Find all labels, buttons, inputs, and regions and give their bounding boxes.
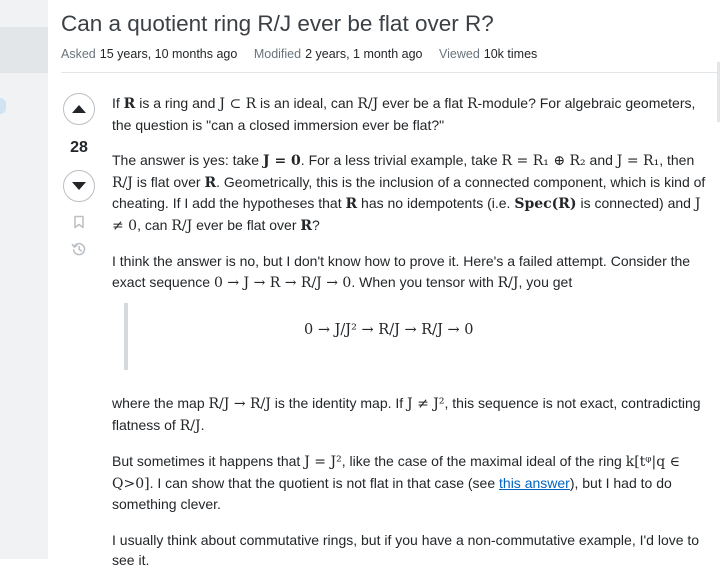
text: is connected) and	[576, 195, 695, 211]
upvote-icon	[72, 105, 86, 113]
text: and	[585, 152, 617, 168]
text: , like the case of the maximal ideal of the ring	[341, 453, 626, 469]
math: R/J	[112, 174, 133, 191]
body-paragraph-6: I usually think about commutative rings, but if you have a non-commutative example, I'd love to see it.	[112, 531, 700, 568]
question-title[interactable]: Can a quotient ring R/J ever be flat over R?	[61, 11, 494, 36]
text: . For a less trivial example, take	[300, 152, 502, 168]
text: is an ideal, can	[256, 95, 358, 111]
text: . When you tensor with	[351, 273, 498, 290]
meta-viewed-value: 10k times	[483, 47, 538, 61]
text: ), but I had to do something clever.	[112, 474, 672, 512]
blockquote-bar	[124, 303, 128, 370]
math: J ≠ J²	[407, 396, 445, 412]
downvote-button[interactable]	[63, 170, 95, 202]
math: R/J	[497, 274, 519, 291]
body-paragraph-3	[112, 251, 712, 293]
left-sidebar	[0, 0, 48, 559]
meta-viewed-label: Viewed	[439, 47, 480, 61]
sidebar-indicator	[0, 98, 6, 114]
math: J = J²	[304, 454, 342, 470]
math: R/J → R/J	[208, 396, 271, 412]
text: ?	[312, 216, 320, 233]
meta-modified-value[interactable]: 2 years, 1 month ago	[305, 47, 423, 61]
body-paragraph-5	[112, 451, 712, 515]
text: ever be flat over	[192, 216, 301, 233]
meta-asked-value[interactable]: 15 years, 10 months ago	[99, 47, 238, 61]
math: J = R₁	[616, 153, 660, 169]
text: where the map	[112, 395, 209, 411]
vote-count: 28	[70, 139, 88, 156]
math: R	[123, 96, 136, 112]
math: R/J	[179, 417, 201, 434]
meta-viewed	[439, 47, 537, 61]
body-paragraph-4	[112, 393, 712, 436]
text: , then	[659, 152, 695, 168]
math: R	[466, 96, 478, 112]
text: I think the answer is no, but I don't know how to prove it. Here's a failed attempt. Consider the exact sequence	[112, 253, 691, 290]
math: R	[204, 174, 217, 191]
text: . I can show that the quotient is not flat in that case (see	[149, 474, 500, 491]
text: is the identity map. If	[270, 395, 408, 411]
math: R	[300, 217, 313, 234]
math: R	[345, 196, 358, 212]
history-icon[interactable]	[71, 241, 87, 257]
downvote-icon	[72, 182, 86, 190]
math: R/J	[357, 96, 379, 112]
text: has no idempotents (i.e.	[357, 195, 515, 211]
text: , this sequence is not exact, contradicting flatness of	[112, 395, 701, 433]
title-divider	[61, 72, 720, 73]
text: . Geometrically, this is the inclusion of a connected component, which is kind of cheating. If I add the hypotheses that	[112, 173, 706, 211]
text: .	[200, 416, 205, 433]
text: ever be a flat	[378, 95, 467, 111]
text: If	[112, 95, 124, 111]
meta-modified-label: Modified	[253, 47, 302, 61]
text: -module? For algebraic geometers, the question is "can a closed immersion ever be flat?"	[112, 95, 696, 133]
math: R = R₁ ⊕ R₂	[501, 153, 586, 169]
body-paragraph-2	[112, 150, 712, 236]
upvote-button[interactable]	[63, 93, 95, 125]
math: R/J	[171, 217, 193, 234]
math: J ⊂ R	[219, 96, 257, 112]
this-answer-link[interactable]: this answer	[499, 474, 570, 491]
math: Spec(R)	[514, 196, 577, 212]
text: is a ring and	[135, 95, 220, 111]
text: , you get	[518, 273, 573, 290]
text: is flat over	[132, 173, 205, 190]
bookmark-icon[interactable]	[71, 214, 87, 230]
body-paragraph-1	[112, 93, 712, 135]
meta-asked-label: Asked	[61, 47, 96, 61]
math: k[tᵠ|q ∈ Q>0]	[112, 454, 680, 492]
math: J ≠ 0	[112, 196, 701, 234]
text: , can	[137, 216, 172, 233]
text: The answer is yes: take	[112, 152, 263, 168]
sidebar-active-item[interactable]	[0, 27, 48, 73]
text: But sometimes it happens that	[112, 453, 305, 469]
math: 0 → J → R → R/J → 0	[213, 274, 352, 291]
display-equation: 0 → J/J² → R/J → R/J → 0	[304, 322, 474, 338]
meta-modified	[254, 47, 423, 61]
math: J = 0	[262, 153, 301, 169]
question-meta	[61, 47, 550, 61]
meta-asked	[61, 47, 237, 61]
